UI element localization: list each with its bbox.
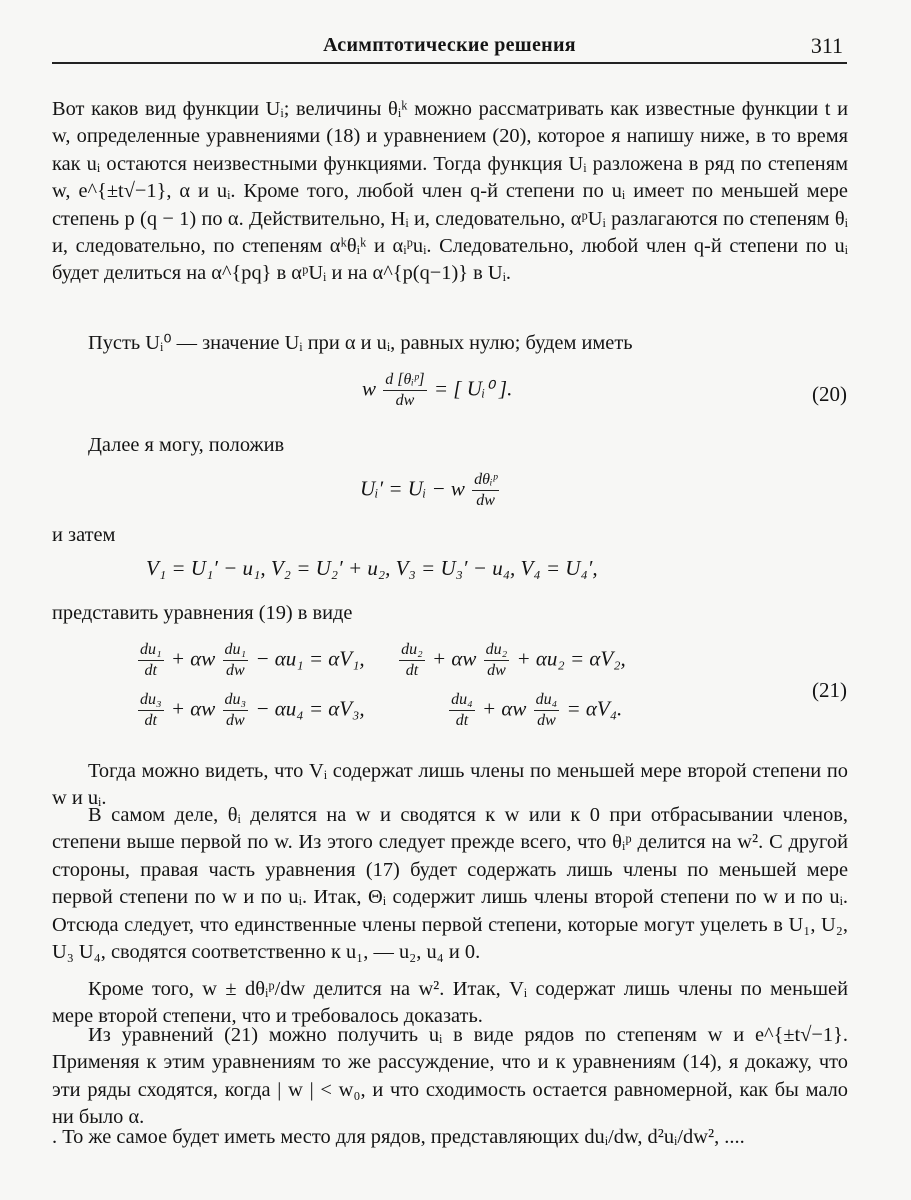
eq20-w: w <box>362 376 377 401</box>
page-number: 311 <box>810 33 843 58</box>
eqU-fraction <box>472 470 499 511</box>
eq21-r1d-num: du₂ <box>484 640 510 661</box>
equation-20 <box>362 370 512 411</box>
eq21-r2d-den: dw <box>537 712 556 729</box>
eq21-r2a-den: dt <box>144 712 157 729</box>
eq21-r2c-den: dt <box>455 712 469 729</box>
running-title: Асимптотические решения <box>323 34 576 56</box>
eq20-numerator: d [θᵢᵖ] <box>383 370 426 391</box>
eq21-r2c-mid: + αw <box>481 696 527 721</box>
eq21-r1d-fraction <box>484 640 510 681</box>
eq21-r1c-mid: + αw <box>431 646 477 671</box>
paragraph-3: Далее я могу, положив <box>88 434 285 456</box>
eq21-r1a-num: du₁ <box>138 640 164 661</box>
paragraph-5: представить уравнения (19) в виде <box>52 602 353 624</box>
eq21-r2a-num: du₃ <box>138 690 164 711</box>
equation-20-label: (20) <box>812 382 847 406</box>
eq21-r2b-fraction <box>223 690 249 731</box>
eq20-denominator: dw <box>395 392 415 409</box>
eq21-r2b-num: du₃ <box>223 690 249 711</box>
eq21-r1c-end: + αu₂ = αV₂, <box>516 646 626 671</box>
eq21-r2d-fraction <box>534 690 560 731</box>
paragraph-2: Пусть Uᵢ⁰ — значение Uᵢ при α и uᵢ, равных нулю; будем иметь <box>88 332 633 354</box>
paragraph-7: В самом деле, θᵢ делятся на w и сводятся к w или к 0 при отбрасывании членов, степени выше первой по w. Из этого следует прежде всего, что θᵢᵖ делится на w². С другой стороны, правая часть уравнения (17) будет содержать лишь члены по меньшей мере первой степени по w и по uᵢ. Итак, Θᵢ содержит лишь члены второй степени по w и по uᵢ. Отсюда следует, что единственные члены первой степени, которые могут уцелеть в U₁, U₂, U₃ U₄, сводятся соответственно к u₁, — u₂, u₄ и 0. <box>52 804 848 964</box>
eq21-r1a-den: dt <box>144 662 157 679</box>
eq21-r1c-num: du₂ <box>399 640 425 661</box>
eq21-r1a-end: − αu₁ = αV₁, <box>255 646 365 671</box>
running-header <box>52 32 847 64</box>
paragraph-6: Тогда можно видеть, что Vᵢ содержат лишь члены по меньшей мере второй степени по w и uᵢ. <box>52 760 848 810</box>
eq20-fraction <box>383 370 426 411</box>
eq20-rhs: = [ Uᵢ⁰ ]. <box>433 376 513 401</box>
equation-21-label: (21) <box>812 678 847 702</box>
eq21-r1b-fraction <box>223 640 249 681</box>
paragraph-8: Кроме того, w ± dθᵢᵖ/dw делится на w². Итак, Vᵢ содержат лишь члены по меньшей мере второй степени, что и требовалось доказать. <box>52 978 848 1028</box>
eq21-r1a-mid: + αw <box>170 646 216 671</box>
eq21-r1c-den: dt <box>405 662 419 679</box>
paragraph-10: . То же самое будет иметь место для рядов, представляющих duᵢ/dw, d²uᵢ/dw², .... <box>52 1126 745 1148</box>
eq21-r2a-end: − αu₄ = αV₃, <box>255 696 365 721</box>
equation-Ui-prime <box>360 470 501 511</box>
eq21-r2c-fraction <box>449 690 475 731</box>
eq21-r2a-fraction <box>138 690 164 731</box>
eq21-r2c-end: = αV₄. <box>566 696 623 721</box>
eq21-r1b-den: dw <box>225 662 245 679</box>
paragraph-1: Вот каков вид функции Uᵢ; величины θᵢᵏ можно рассматривать как известные функции t и w, определенные уравнениями (18) и уравнением (20), которое я напишу ниже, в то время как uᵢ остаются неизвестными функциями. Тогда функция Uᵢ разложена в ряд по степеням w, e^{±t√−1}, α и uᵢ. Кроме того, любой член q-й степени по uᵢ имеет по меньшей мере степень p (q − 1) по α. Действительно, Hᵢ и, следовательно, αᵖUᵢ разлагаются по степеням θᵢ и, следовательно, по степеням αᵏθᵢᵏ и αᵢᵖuᵢ. Следовательно, любой член q-й степени по uᵢ будет делиться на α^{pq} в αᵖUᵢ и на α^{p(q−1)} в Uᵢ. <box>52 98 848 285</box>
eqU-numerator: dθᵢᵖ <box>472 470 499 491</box>
eq21-r1c-fraction <box>399 640 425 681</box>
equation-21-row-2 <box>136 690 622 731</box>
eq21-r1b-num: du₁ <box>223 640 249 661</box>
eq21-r2d-num: du₄ <box>534 690 560 711</box>
paragraph-9: Из уравнений (21) можно получить uᵢ в виде рядов по степеням w и e^{±t√−1}. Применяя к этим уравнениям то же рассуждение, что и к уравнениям (14), я докажу, что эти ряды сходятся, когда | w | < w₀, и что сходимость остается равномерной, как бы мало ни было α. <box>52 1024 848 1129</box>
eq21-r2a-mid: + αw <box>170 696 216 721</box>
eq21-r1a-fraction <box>138 640 164 681</box>
eq21-r1d-den: dw <box>487 662 506 679</box>
paragraph-4: и затем <box>52 524 116 546</box>
equation-V-definitions: V₁ = U₁′ − u₁, V₂ = U₂′ + u₂, V₃ = U₃′ − u₄, V₄ = U₄′, <box>146 556 598 580</box>
eqU-denominator: dw <box>476 492 495 509</box>
equation-21-row-1 <box>136 640 626 681</box>
eq21-r2c-num: du₄ <box>449 690 475 711</box>
eqU-lhs: Uᵢ′ = Uᵢ − w <box>360 476 465 501</box>
eq21-r2b-den: dw <box>225 712 245 729</box>
